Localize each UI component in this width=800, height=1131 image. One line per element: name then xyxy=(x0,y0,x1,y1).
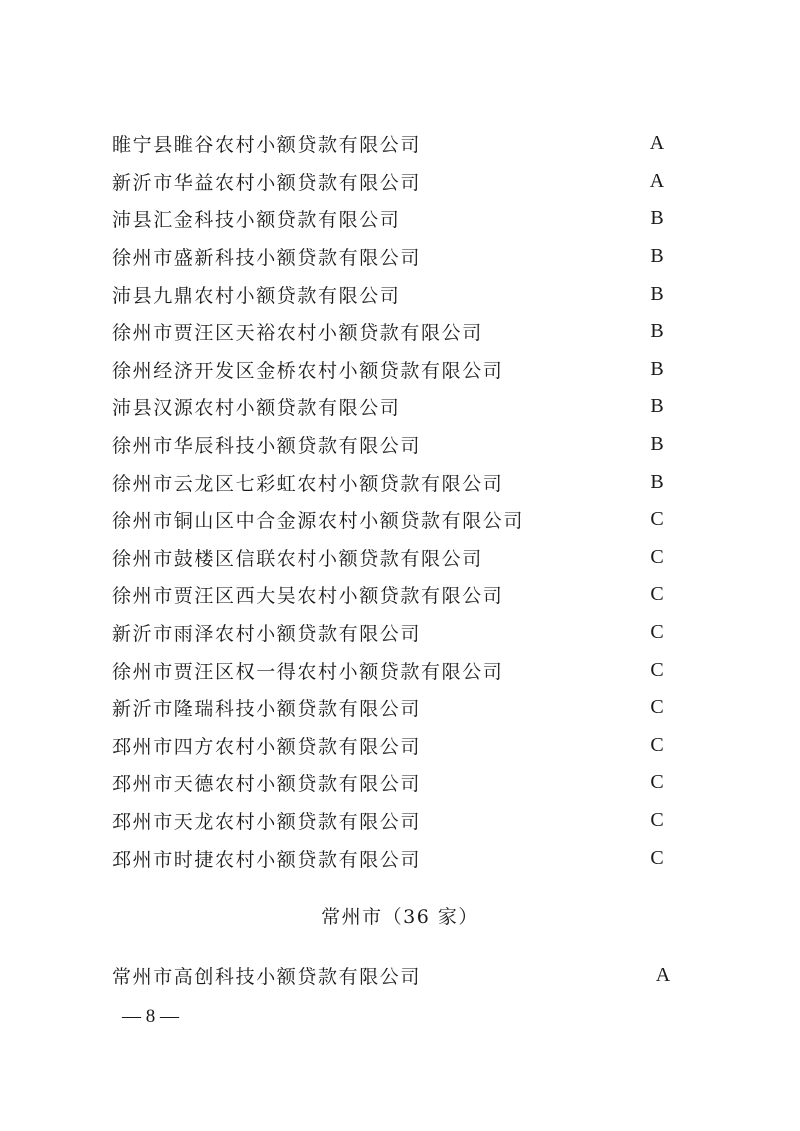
company-row xyxy=(112,200,672,238)
company-name: 邳州市天龙农村小额贷款有限公司 xyxy=(112,810,422,833)
company-row xyxy=(112,275,672,313)
company-grade: C xyxy=(650,696,664,719)
company-grade: C xyxy=(650,545,664,568)
company-row xyxy=(112,839,672,877)
company-row xyxy=(112,125,672,163)
company-row xyxy=(112,802,672,840)
company-name: 徐州市铜山区中合金源农村小额贷款有限公司 xyxy=(112,510,525,533)
company-name: 徐州市云龙区七彩虹农村小额贷款有限公司 xyxy=(112,472,504,495)
company-list-changzhou xyxy=(112,957,678,995)
company-grade: B xyxy=(650,282,664,305)
company-grade: B xyxy=(650,320,664,343)
company-name: 邳州市四方农村小额贷款有限公司 xyxy=(112,735,422,758)
company-name: 新沂市雨泽农村小额贷款有限公司 xyxy=(112,623,422,646)
company-row xyxy=(112,727,672,765)
company-grade: C xyxy=(650,846,664,869)
company-row xyxy=(112,764,672,802)
company-name: 徐州市盛新科技小额贷款有限公司 xyxy=(112,247,422,270)
company-name: 徐州市鼓楼区信联农村小额贷款有限公司 xyxy=(112,547,483,570)
company-grade: A xyxy=(649,169,665,192)
company-row xyxy=(112,463,672,501)
company-name: 睢宁县睢谷农村小额贷款有限公司 xyxy=(112,134,422,157)
company-grade: B xyxy=(650,470,664,493)
company-name: 徐州市贾汪区天裕农村小额贷款有限公司 xyxy=(112,322,483,345)
company-grade: B xyxy=(650,357,664,380)
company-name: 邳州市时捷农村小额贷款有限公司 xyxy=(112,848,422,871)
company-grade: C xyxy=(650,658,664,681)
company-name: 沛县九鼎农村小额贷款有限公司 xyxy=(112,284,401,307)
company-list-xuzhou xyxy=(112,125,672,877)
company-grade: C xyxy=(650,621,664,644)
company-grade: B xyxy=(650,395,664,418)
company-name: 徐州市贾汪区西大吴农村小额贷款有限公司 xyxy=(112,585,504,608)
section-title-changzhou: 常州市（36 家） xyxy=(321,906,479,928)
company-row xyxy=(112,689,672,727)
company-grade: A xyxy=(649,132,665,155)
company-grade: B xyxy=(650,207,664,230)
company-grade: C xyxy=(650,508,664,531)
company-name: 新沂市华益农村小额贷款有限公司 xyxy=(112,171,422,194)
company-name: 沛县汇金科技小额贷款有限公司 xyxy=(112,209,401,232)
company-grade: C xyxy=(650,583,664,606)
company-name: 新沂市隆瑞科技小额贷款有限公司 xyxy=(112,698,422,721)
company-name: 沛县汉源农村小额贷款有限公司 xyxy=(112,397,401,420)
company-grade: A xyxy=(655,964,671,987)
company-grade: B xyxy=(650,433,664,456)
company-row xyxy=(112,576,672,614)
company-row xyxy=(112,351,672,389)
company-row xyxy=(112,957,678,995)
company-row xyxy=(112,238,672,276)
company-grade: C xyxy=(650,771,664,794)
company-row xyxy=(112,614,672,652)
company-row xyxy=(112,539,672,577)
company-name: 徐州市贾汪区权一得农村小额贷款有限公司 xyxy=(112,660,504,683)
company-row xyxy=(112,163,672,201)
company-grade: B xyxy=(650,245,664,268)
company-grade: C xyxy=(650,733,664,756)
page-number: — 8 — xyxy=(122,1006,179,1027)
company-name: 徐州经济开发区金桥农村小额贷款有限公司 xyxy=(112,359,504,382)
company-row xyxy=(112,426,672,464)
company-row xyxy=(112,501,672,539)
company-row xyxy=(112,313,672,351)
company-grade: C xyxy=(650,808,664,831)
company-name: 邳州市天德农村小额贷款有限公司 xyxy=(112,773,422,796)
company-name: 徐州市华辰科技小额贷款有限公司 xyxy=(112,435,422,458)
company-row xyxy=(112,388,672,426)
company-name: 常州市高创科技小额贷款有限公司 xyxy=(112,966,422,989)
company-row xyxy=(112,651,672,689)
